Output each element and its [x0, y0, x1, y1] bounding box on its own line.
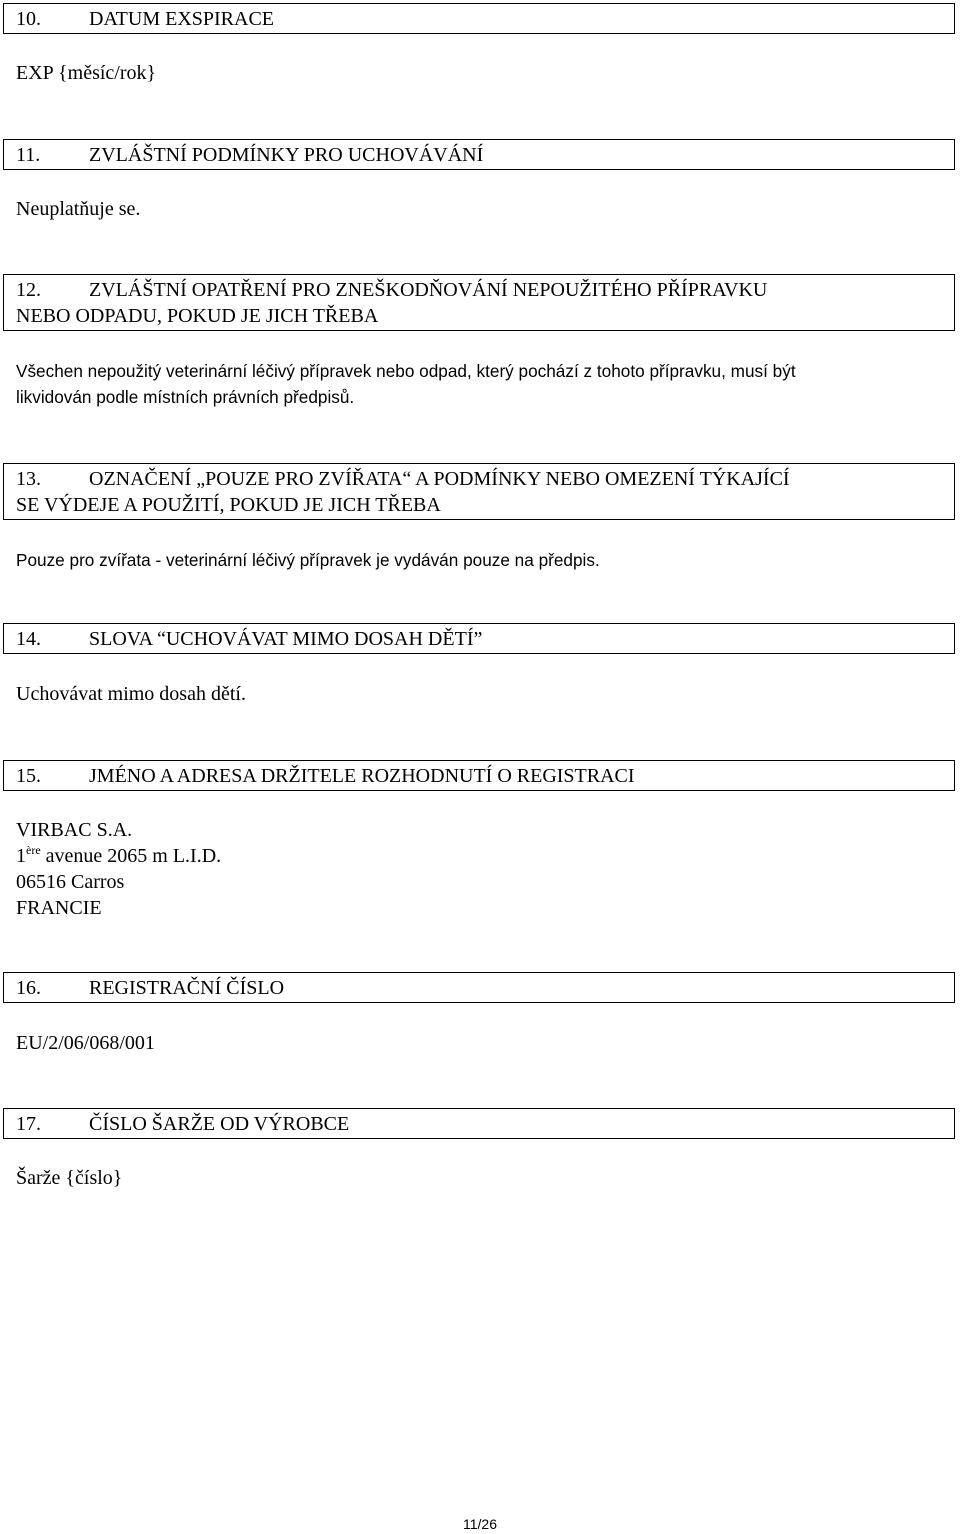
address-street-rest: avenue 2065 m L.I.D.: [40, 845, 222, 867]
section-number: 14.: [16, 628, 41, 650]
address-street: [16, 843, 221, 869]
section-10-header: [3, 3, 955, 34]
section-10-text: EXP {měsíc/rok}: [16, 62, 157, 84]
section-13-text: Pouze pro zvířata - veterinární léčivý přípravek je vydáván pouze na předpis.: [16, 550, 600, 570]
section-title: DATUM EXSPIRACE: [89, 8, 275, 30]
section-16-header: [3, 972, 955, 1003]
section-title: JMÉNO A ADRESA DRŽITELE ROZHODNUTÍ O REGISTRACI: [89, 765, 635, 787]
section-14-text: Uchovávat mimo dosah dětí.: [16, 683, 246, 705]
address-company: VIRBAC S.A.: [16, 819, 133, 841]
section-13-header: [3, 463, 955, 520]
section-12-header: [3, 274, 955, 331]
section-number: 17.: [16, 1113, 41, 1135]
section-title-line-2: NEBO ODPADU, POKUD JE JICH TŘEBA: [16, 305, 379, 327]
page-number: 11/26: [463, 1516, 497, 1532]
section-number: 13.: [16, 468, 41, 490]
section-17-text: Šarže {číslo}: [16, 1167, 123, 1189]
address-street-superscript: ère: [26, 843, 41, 857]
section-11-text: Neuplatňuje se.: [16, 198, 141, 220]
section-title: SLOVA “UCHOVÁVAT MIMO DOSAH DĚTÍ”: [89, 628, 483, 650]
section-title: ČÍSLO ŠARŽE OD VÝROBCE: [89, 1113, 350, 1135]
section-11-header: [3, 139, 955, 170]
section-title-line-1: ZVLÁŠTNÍ OPATŘENÍ PRO ZNEŠKODŇOVÁNÍ NEPOUŽITÉHO PŘÍPRAVKU: [89, 279, 768, 301]
section-16-text: EU/2/06/068/001: [16, 1032, 155, 1054]
address-street-number: 1: [16, 845, 26, 867]
section-14-header: [3, 623, 955, 654]
address-country: FRANCIE: [16, 897, 102, 919]
section-number: 11.: [16, 144, 41, 166]
section-number: 15.: [16, 765, 41, 787]
section-title-line-2: SE VÝDEJE A POUŽITÍ, POKUD JE JICH TŘEBA: [16, 494, 441, 516]
section-number: 10.: [16, 8, 41, 30]
section-12-text-line-2: likvidován podle místních právních předpisů.: [16, 387, 355, 407]
section-15-header: [3, 760, 955, 791]
section-number: 12.: [16, 279, 41, 301]
section-17-header: [3, 1108, 955, 1139]
section-12-text-line-1: Všechen nepoužitý veterinární léčivý přípravek nebo odpad, který pochází z tohoto přípravku, musí být: [16, 361, 796, 381]
address-city: 06516 Carros: [16, 871, 125, 893]
section-title-line-1: OZNAČENÍ „POUZE PRO ZVÍŘATA“ A PODMÍNKY NEBO OMEZENÍ TÝKAJÍCÍ: [89, 468, 790, 490]
section-title: ZVLÁŠTNÍ PODMÍNKY PRO UCHOVÁVÁNÍ: [89, 144, 484, 166]
section-number: 16.: [16, 977, 41, 999]
section-title: REGISTRAČNÍ ČÍSLO: [89, 977, 285, 999]
